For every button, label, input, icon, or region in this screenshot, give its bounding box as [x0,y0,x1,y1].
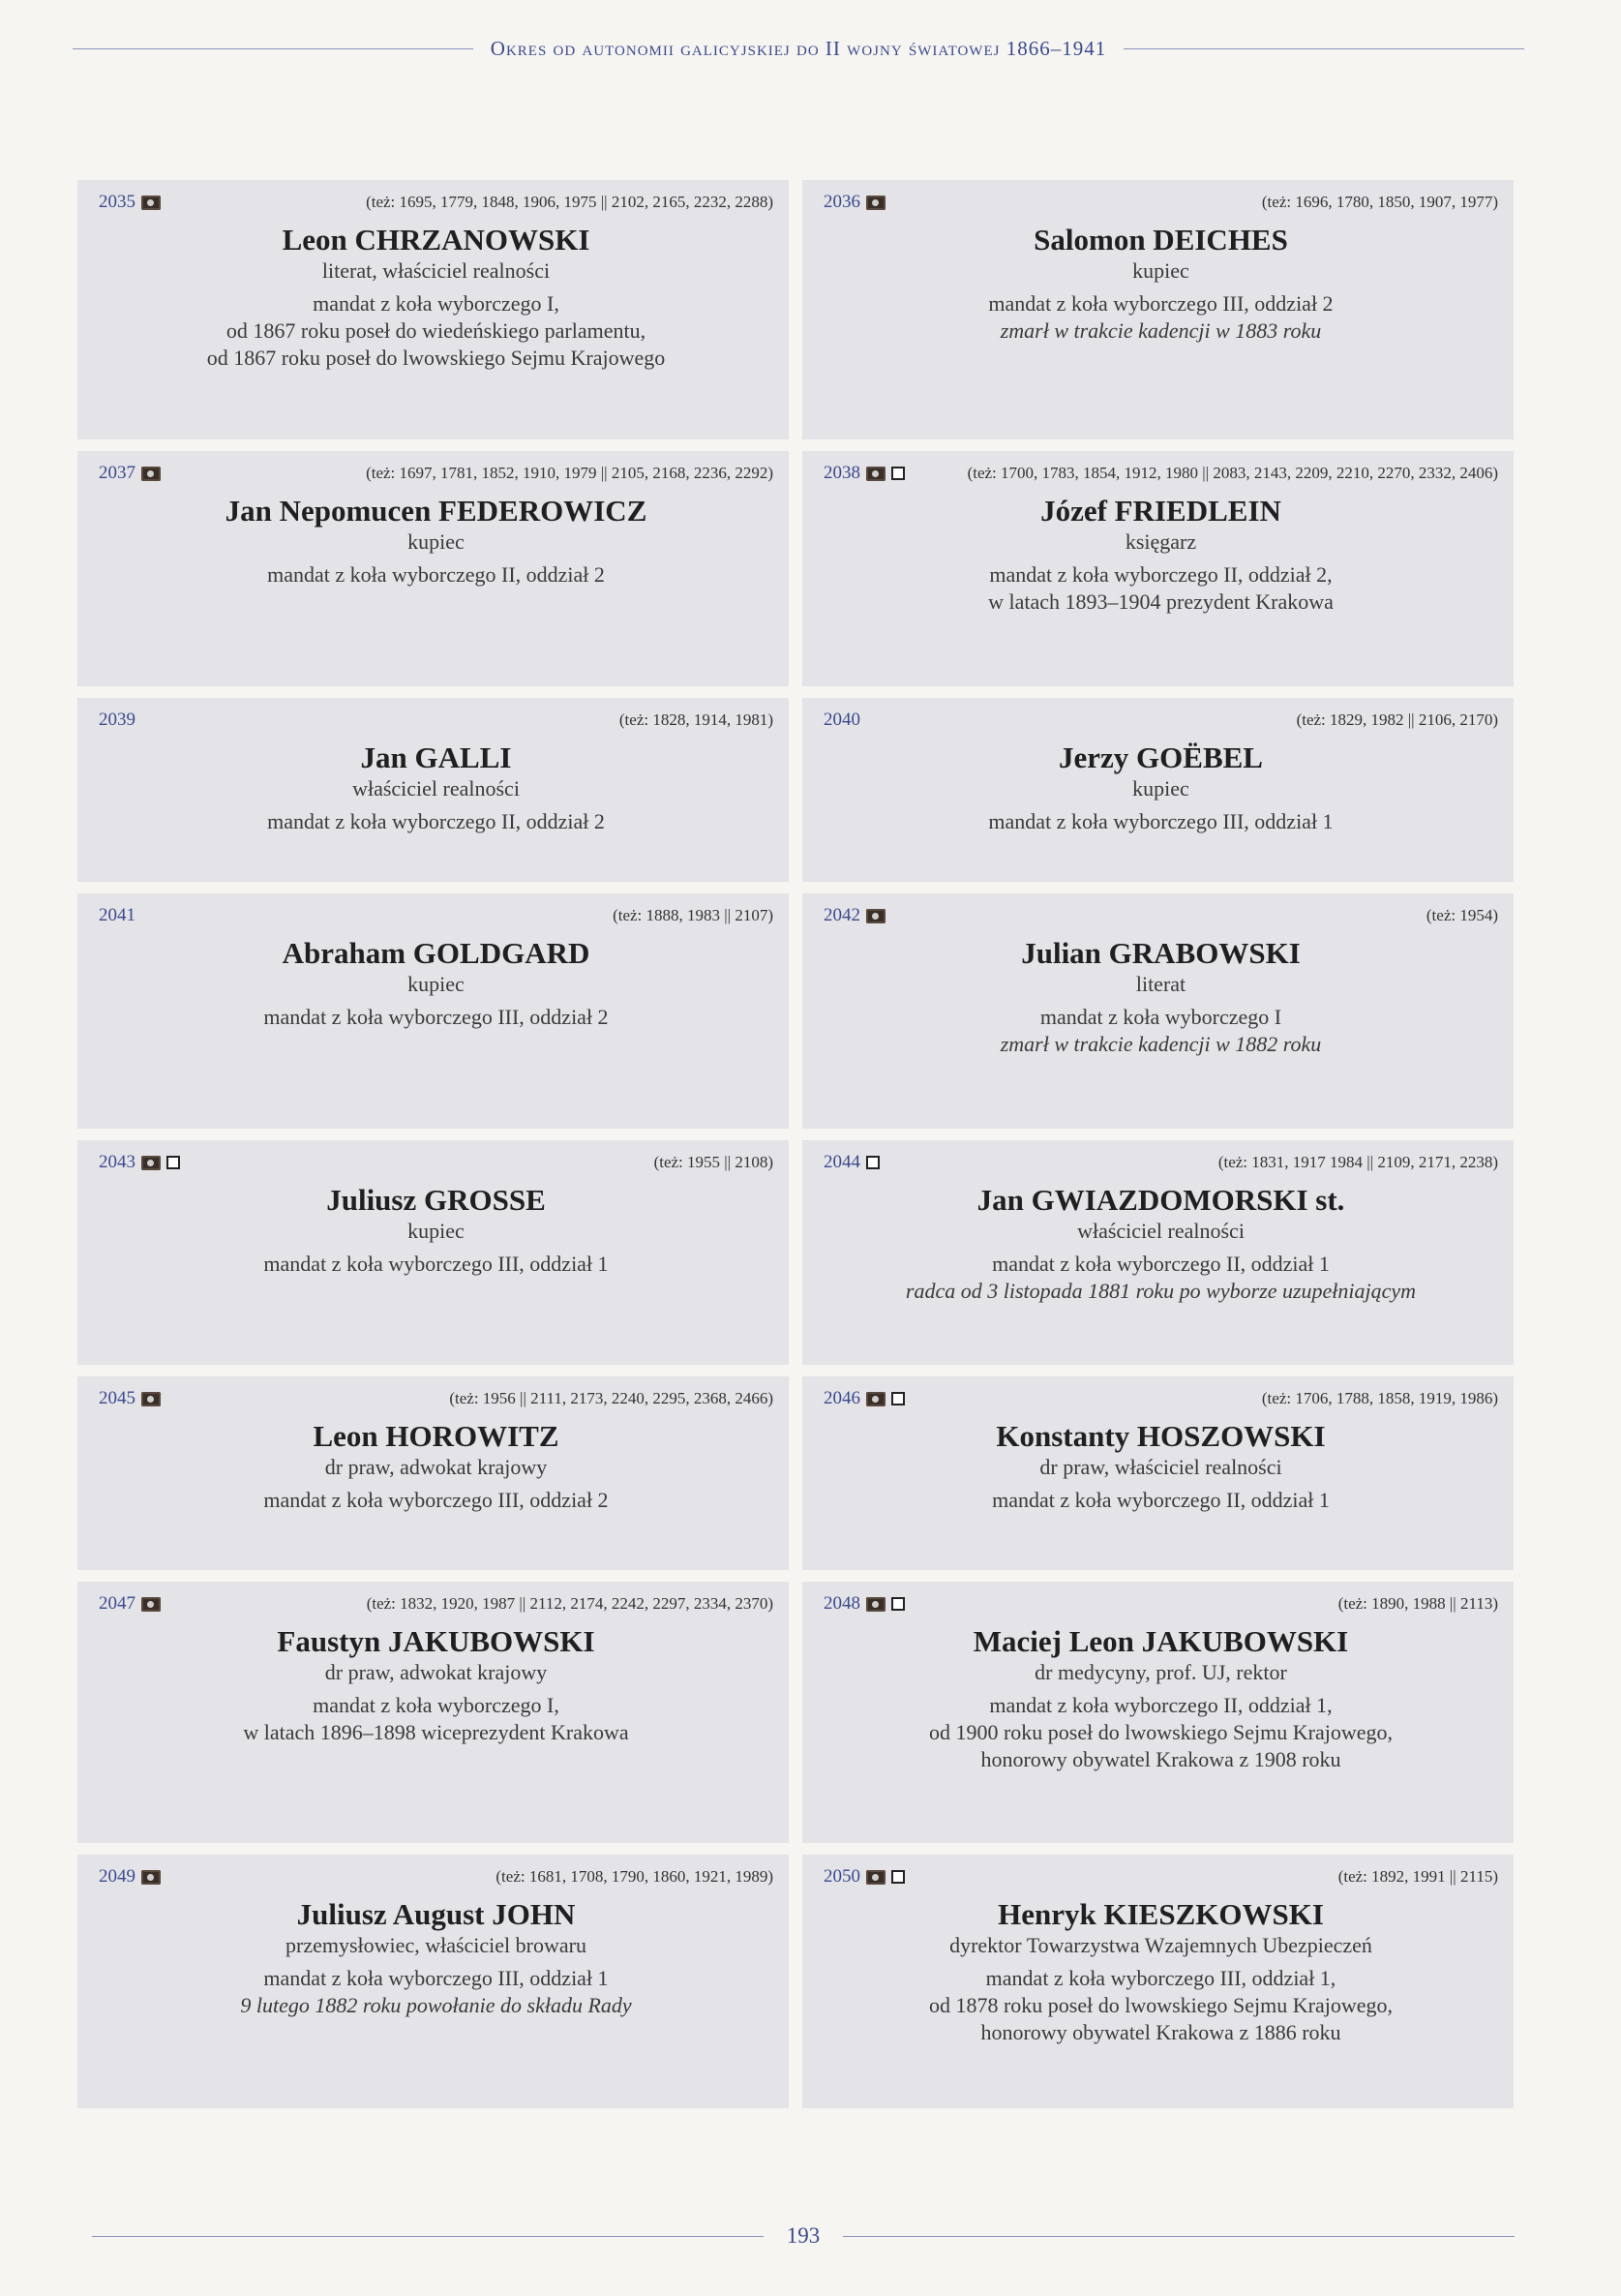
entry-number: 2045 [99,1388,135,1408]
photo-icon [141,1156,161,1170]
entry-card [77,451,789,686]
profession: kupiec [407,1219,465,1243]
entry-topline [99,192,773,219]
entry-number: 2040 [824,710,860,730]
profession: literat [1135,972,1186,996]
detail-line: w latach 1893–1904 prezydent Krakowa [988,589,1334,614]
entry-card [802,893,1514,1129]
entry-number: 2046 [824,1388,860,1408]
cross-reference: (też: 1892, 1991 || 2115) [1337,1867,1498,1886]
entry-number-group [99,463,161,484]
page-number: 193 [786,2223,821,2248]
profession: dr medycyny, prof. UJ, rektor [1035,1660,1287,1684]
person-name: Jerzy GOËBEL [1059,740,1263,774]
entry-card [802,698,1514,882]
square-marker-icon [866,1156,880,1169]
page-footer [92,2223,1515,2249]
mandate-line: mandat z koła wyborczego III, oddział 2 [263,1488,609,1512]
entry-number-group [99,905,135,926]
photo-icon [141,196,161,210]
note-line: 9 lutego 1882 roku powołanie do składu Rady [240,1993,632,2017]
entry-topline [99,710,773,737]
cross-reference: (też: 1829, 1982 || 2106, 2170) [1296,710,1498,729]
entry-number-group [99,1593,161,1615]
entry-number: 2049 [99,1866,135,1887]
mandate-line: mandat z koła wyborczego II, oddział 2, [989,562,1333,587]
person-name: Jan GWIAZDOMORSKI st. [976,1183,1345,1217]
entry-number: 2039 [99,710,135,730]
profession: dr praw, adwokat krajowy [324,1455,548,1479]
mandate-line: mandat z koła wyborczego I [1039,1005,1282,1029]
entry-topline [824,710,1498,737]
profession: kupiec [1132,776,1189,801]
entry-topline [99,1388,773,1415]
cross-reference: (też: 1954) [1426,906,1498,924]
photo-icon [141,1392,161,1406]
entry-number-group [824,710,860,731]
mandate-line: mandat z koła wyborczego II, oddział 1 [992,1252,1330,1276]
cross-reference: (też: 1700, 1783, 1854, 1912, 1980 || 2083, 2143, 2209, 2210, 2270, 2332, 2406) [967,464,1498,482]
person-name: Julian GRABOWSKI [1021,936,1301,970]
profession: dr praw, adwokat krajowy [324,1660,548,1684]
entry-number-group [99,1152,180,1173]
note-line: zmarł w trakcie kadencji w 1883 roku [1000,318,1322,343]
square-marker-icon [166,1156,180,1169]
note-line: radca od 3 listopada 1881 roku po wyborze uzupełniającym [905,1279,1417,1303]
profession: kupiec [407,529,465,554]
profession: właściciel realności [1077,1219,1245,1243]
detail-line: honorowy obywatel Krakowa z 1886 roku [980,2020,1341,2044]
entry-card [77,1140,789,1365]
cross-reference: (też: 1828, 1914, 1981) [618,710,773,729]
header-rule-left [73,48,473,49]
mandate-line: mandat z koła wyborczego III, oddział 1 [988,809,1334,833]
entry-card [802,451,1514,686]
detail-line: w latach 1896–1898 wiceprezydent Krakowa [243,1720,629,1744]
detail-line: honorowy obywatel Krakowa z 1908 roku [980,1747,1341,1771]
profession: literat, właściciel realności [321,258,551,283]
entry-number-group [99,710,135,731]
person-name: Jan GALLI [360,740,512,774]
footer-rule-left [92,2236,764,2237]
photo-icon [866,1597,886,1612]
entry-topline [99,1866,773,1893]
entry-topline [824,463,1498,490]
header-rule-right [1124,48,1524,49]
profession: kupiec [1132,258,1189,283]
entry-topline [99,1593,773,1620]
person-name: Maciej Leon JAKUBOWSKI [973,1624,1349,1658]
profession: księgarz [1125,529,1197,554]
profession: dyrektor Towarzystwa Wzajemnych Ubezpieczeń [949,1933,1372,1957]
person-name: Juliusz August JOHN [296,1897,576,1931]
entry-number-group [99,192,161,213]
mandate-line: mandat z koła wyborczego II, oddział 2 [267,562,605,587]
entry-topline [99,905,773,932]
entry-card [802,180,1514,439]
entries-grid [77,180,1519,2108]
detail-line: od 1900 roku poseł do lwowskiego Sejmu Krajowego, [928,1720,1394,1744]
photo-icon [866,467,886,481]
profession: właściciel realności [352,776,520,801]
profession: dr praw, właściciel realności [1039,1455,1282,1479]
entry-number-group [824,905,886,926]
cross-reference: (też: 1956 || 2111, 2173, 2240, 2295, 2368, 2466) [449,1389,773,1407]
detail-line: od 1867 roku poseł do lwowskiego Sejmu Krajowego [206,346,666,370]
cross-reference: (też: 1832, 1920, 1987 || 2112, 2174, 2242, 2297, 2334, 2370) [366,1594,773,1613]
cross-reference: (też: 1695, 1779, 1848, 1906, 1975 || 2102, 2165, 2232, 2288) [366,193,773,211]
entry-card [802,1582,1514,1843]
entry-card [77,1855,789,2108]
mandate-line: mandat z koła wyborczego III, oddział 2 [263,1005,609,1029]
entry-card [802,1376,1514,1570]
photo-icon [141,467,161,481]
photo-icon [866,909,886,923]
mandate-line: mandat z koła wyborczego II, oddział 1 [992,1488,1330,1512]
entry-topline [99,463,773,490]
entry-number-group [824,192,886,213]
entry-number-group [824,1866,905,1888]
mandate-line: mandat z koła wyborczego III, oddział 1 [263,1966,609,1990]
entry-topline [824,1388,1498,1415]
note-line: zmarł w trakcie kadencji w 1882 roku [1000,1032,1322,1056]
entry-topline [824,1152,1498,1179]
photo-icon [141,1870,161,1885]
cross-reference: (też: 1831, 1917 1984 || 2109, 2171, 2238) [1217,1153,1498,1171]
entry-topline [99,1152,773,1179]
entry-number-group [824,463,905,484]
entry-topline [824,905,1498,932]
person-name: Faustyn JAKUBOWSKI [277,1624,595,1658]
entry-card [77,1376,789,1570]
cross-reference: (też: 1697, 1781, 1852, 1910, 1979 || 2105, 2168, 2236, 2292) [366,464,773,482]
entry-card [802,1140,1514,1365]
entry-number-group [99,1866,161,1888]
cross-reference: (też: 1890, 1988 || 2113) [1337,1594,1498,1613]
entry-card [77,893,789,1129]
photo-icon [866,1870,886,1885]
entry-number: 2043 [99,1152,135,1172]
square-marker-icon [891,1392,905,1405]
entry-number: 2050 [824,1866,860,1887]
profession: kupiec [407,972,465,996]
square-marker-icon [891,1870,905,1884]
entry-card [77,698,789,882]
entry-card [802,1855,1514,2108]
entry-topline [824,1593,1498,1620]
person-name: Leon HOROWITZ [313,1419,559,1453]
person-name: Salomon DEICHES [1034,223,1288,257]
entry-number-group [824,1388,905,1409]
footer-rule-right [843,2236,1515,2237]
cross-reference: (też: 1681, 1708, 1790, 1860, 1921, 1989) [495,1867,773,1886]
person-name: Abraham GOLDGARD [282,936,590,970]
profession: przemysłowiec, właściciel browaru [285,1933,586,1957]
entry-number: 2038 [824,463,860,483]
person-name: Józef FRIEDLEIN [1040,494,1281,528]
entry-number: 2042 [824,905,860,925]
entry-card [77,180,789,439]
entry-number: 2047 [99,1593,135,1614]
page-header [73,37,1524,61]
cross-reference: (też: 1955 || 2108) [653,1153,773,1171]
entry-number-group [824,1152,880,1173]
entry-topline [824,1866,1498,1893]
running-title: Okres od autonomii galicyjskiej do II wojny światowej 1866–1941 [490,37,1107,60]
person-name: Juliusz GROSSE [326,1183,546,1217]
square-marker-icon [891,1597,905,1611]
mandate-line: mandat z koła wyborczego III, oddział 1 [263,1252,609,1276]
cross-reference: (też: 1706, 1788, 1858, 1919, 1986) [1261,1389,1498,1407]
person-name: Leon CHRZANOWSKI [282,223,590,257]
entry-number-group [824,1593,905,1615]
photo-icon [866,196,886,210]
mandate-line: mandat z koła wyborczego III, oddział 2 [988,291,1334,316]
entry-number: 2048 [824,1593,860,1614]
cross-reference: (też: 1888, 1983 || 2107) [613,906,773,924]
entry-number: 2035 [99,192,135,212]
person-name: Henryk KIESZKOWSKI [998,1897,1324,1931]
photo-icon [141,1597,161,1612]
entry-number: 2041 [99,905,135,925]
entry-number-group [99,1388,161,1409]
detail-line: od 1878 roku poseł do lwowskiego Sejmu Krajowego, [928,1993,1394,2017]
mandate-line: mandat z koła wyborczego III, oddział 1, [985,1966,1336,1990]
person-name: Jan Nepomucen FEDEROWICZ [225,494,647,528]
mandate-line: mandat z koła wyborczego I, [313,1693,559,1717]
person-name: Konstanty HOSZOWSKI [996,1419,1326,1453]
square-marker-icon [891,467,905,480]
entry-card [77,1582,789,1843]
entry-number: 2044 [824,1152,860,1172]
entry-number: 2037 [99,463,135,483]
entry-topline [824,192,1498,219]
cross-reference: (też: 1696, 1780, 1850, 1907, 1977) [1261,193,1498,211]
mandate-line: mandat z koła wyborczego II, oddział 1, [989,1693,1333,1717]
detail-line: od 1867 roku poseł do wiedeńskiego parlamentu, [225,318,646,343]
photo-icon [866,1392,886,1406]
mandate-line: mandat z koła wyborczego I, [313,291,559,316]
mandate-line: mandat z koła wyborczego II, oddział 2 [267,809,605,833]
entry-number: 2036 [824,192,860,212]
